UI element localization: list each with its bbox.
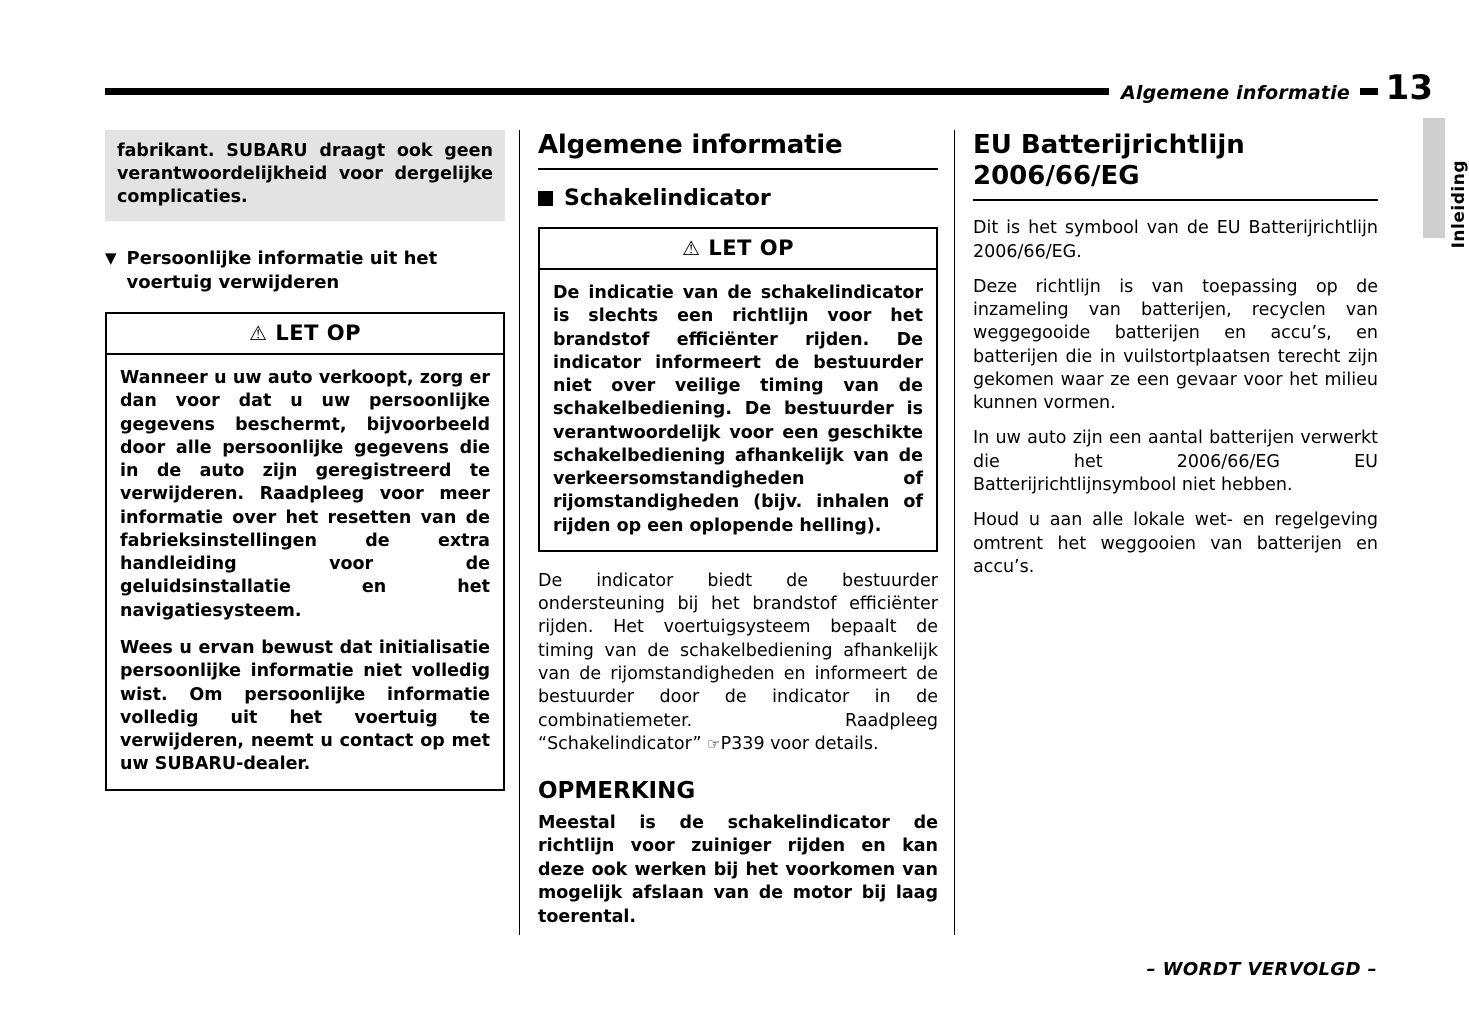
- caution-box-personal-info: [105, 312, 505, 791]
- section-heading-eu-battery-directive: EU Batterijrichtlijn 2006/66/EG: [973, 130, 1245, 191]
- caution-body: [107, 355, 503, 789]
- caution-body: [540, 270, 936, 550]
- eu-paragraph-4: Houd u aan alle lokale wet- en regelgeving omtrent het weggooien van batterijen en accu’s.: [973, 510, 1378, 577]
- column-three: [973, 130, 1378, 591]
- continued-paragraph: fabrikant. SUBARU draagt ook geen verantwoordelijkheid voor dergelijke complicaties.: [105, 130, 505, 221]
- reference-hand-icon: ☞: [707, 734, 721, 753]
- caution-title-label: LET OP: [708, 236, 795, 260]
- subsection-heading-personal-info: [105, 247, 505, 294]
- body-reference-text: P339 voor details.: [720, 733, 879, 754]
- body-paragraph-text: De indicator biedt de bestuurder ondersteuning bij het brandstof efficiënter rijden. Het voertuigsysteem bepaalt de timing van de schakelbediening afhankelijk van de rijomstandigheden en informeert de bestuurder door de indicator in de combinatiemeter. Raadpleeg “Schakelindicator”: [538, 570, 938, 754]
- column-divider-2: [954, 130, 955, 935]
- section-heading-rule: [538, 168, 938, 170]
- section-heading-general-info: Algemene informatie: [538, 130, 843, 160]
- subsection-heading-label: Persoonlijke informatie uit het voertuig verwijderen: [126, 248, 438, 293]
- eu-paragraph-2: Deze richtlijn is van toepassing op de inzameling van batterijen, recyclen van weggegooide batterijen en accu’s, en batterijen die in vuilstortplaatsen terecht zijn gekomen waar ze een gevaar voor het milieu kunnen vormen.: [973, 276, 1378, 414]
- caution-box-shift-indicator: [538, 227, 938, 552]
- page-header-title: Algemene informatie: [1109, 82, 1360, 104]
- caution-paragraph: De indicatie van de schakelindicator is slechts een richtlijn voor het brandstof efficiënter rijden. De indicator informeert de bestuurder niet over veilige timing van de schakelbediening. De bestuurder is verantwoordelijk voor een geschikte schakelbediening afhankelijk van de verkeersomstandigheden of rijomstandigheden (bijv. inhalen of rijden op een oplopende helling).: [553, 283, 923, 536]
- caution-title-bar: [107, 314, 503, 353]
- column-two: [538, 130, 938, 929]
- body-paragraph-shift-indicator: [538, 570, 938, 756]
- caution-paragraph-1: Wanneer u uw auto verkoopt, zorg er dan voor dat u uw persoonlijke gegevens beschermt, bijvoorbeeld door alle persoonlijke gegevens die in de auto zijn geregistreerd te verwijderen. Raadpleeg voor meer informatie over het resetten van de fabrieksinstellingen de extra handleiding voor de geluidsinstallatie en het navigatiesysteem.: [120, 368, 490, 621]
- warning-icon: ⚠: [248, 321, 268, 346]
- note-body: Meestal is de schakelindicator de richtlijn voor zuiniger rijden en kan deze ook werken bij het voorkomen van mogelijk afslaan van de motor bij laag toerental.: [538, 813, 938, 927]
- warning-icon: ⚠: [681, 236, 701, 260]
- column-divider-1: [519, 130, 520, 935]
- caution-title-label: LET OP: [275, 321, 362, 346]
- subsection-heading-shift-indicator: [538, 186, 938, 211]
- eu-paragraph-1: Dit is het symbool van de EU Batterijrichtlijn 2006/66/EG.: [973, 218, 1378, 262]
- section-tab-label: Inleiding: [1449, 160, 1469, 249]
- footer-continued: – WORDT VERVOLGD –: [1146, 959, 1377, 980]
- eu-paragraph-3: In uw auto zijn een aantal batterijen verwerkt die het 2006/66/EG EU Batterijrichtlijnsymbool niet hebben.: [973, 428, 1378, 495]
- subsection-heading-label: Schakelindicator: [564, 186, 771, 211]
- triangle-down-icon: ▼: [105, 249, 117, 268]
- section-heading-rule: [973, 199, 1378, 201]
- page-number: 13: [1378, 68, 1433, 108]
- square-bullet-icon: [538, 191, 553, 206]
- column-one: [105, 130, 505, 809]
- caution-paragraph-2: Wees u ervan bewust dat initialisatie persoonlijke informatie niet volledig wist. Om persoonlijke informatie volledig uit het voertuig te verwijderen, neemt u contact op met uw SUBARU-dealer.: [120, 637, 490, 775]
- caution-title-bar: [540, 229, 936, 268]
- section-tab: [1423, 118, 1445, 238]
- note-heading: OPMERKING: [538, 778, 696, 805]
